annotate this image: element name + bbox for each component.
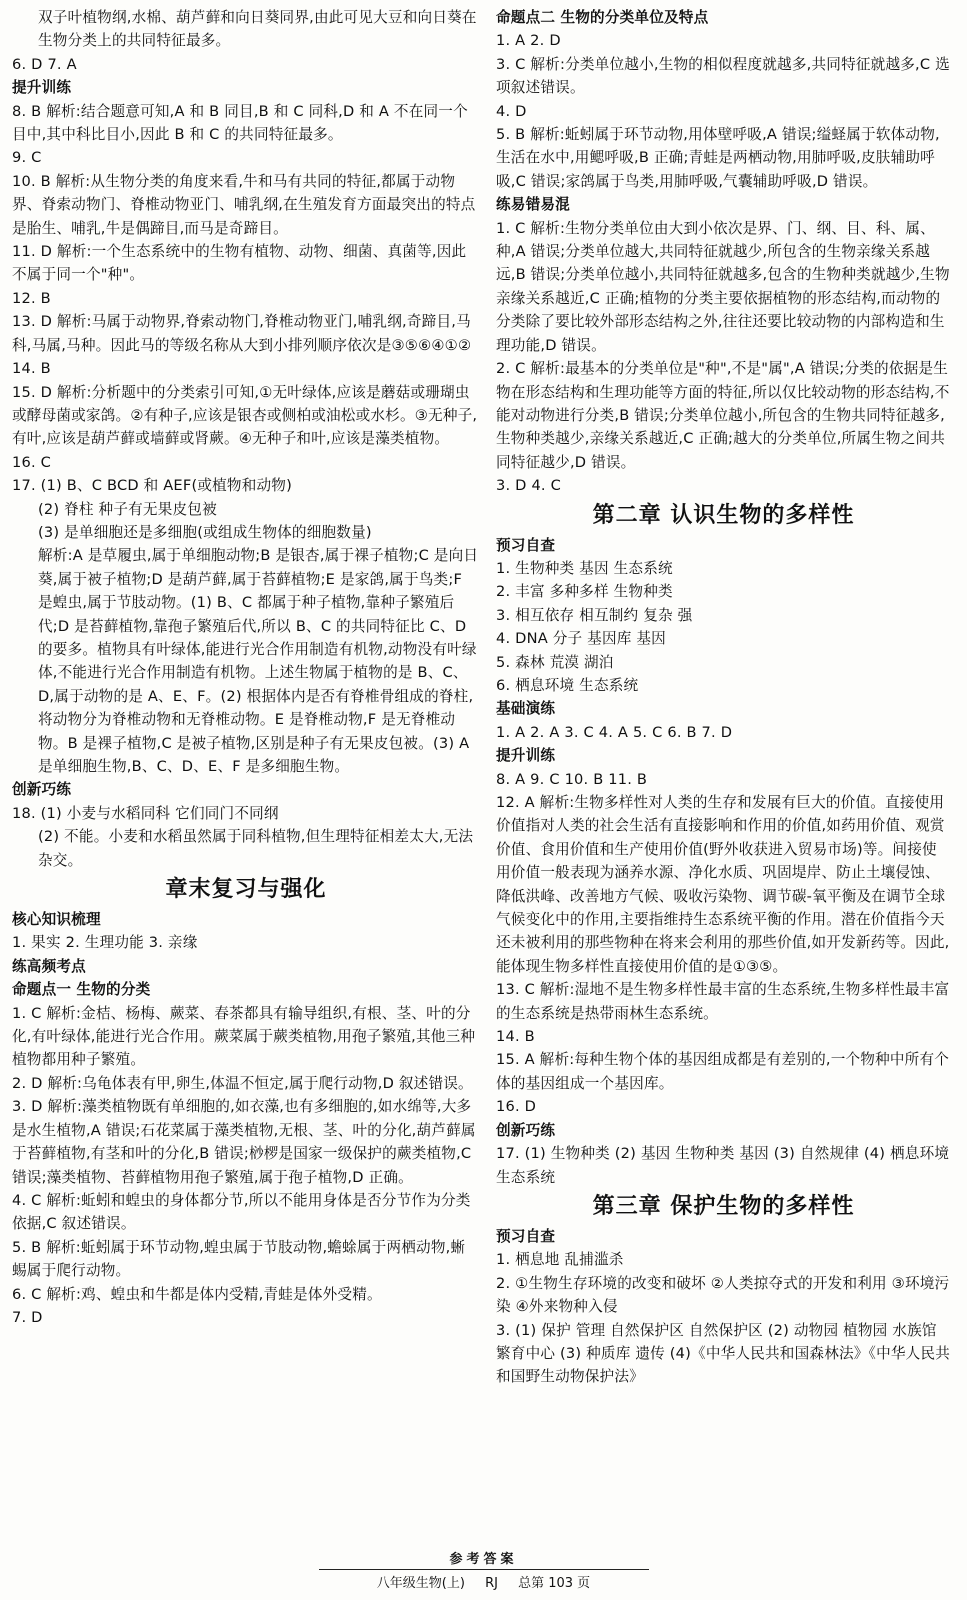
answer-line: 5. B 解析:蚯蚓属于环节动物,蝗虫属于节肢动物,蟾蜍属于两栖动物,蜥蜴属于爬行动物。 — [12, 1238, 466, 1280]
answer-line: 15. A 解析:每种生物个体的基因组成都是有差别的,一个物种中所有个体的基因组成一个基因库。 — [496, 1051, 950, 1092]
section-heading: 提升训练 — [12, 79, 72, 97]
answer-line: 10. B 解析:从生物分类的角度来看,牛和马有共同的特征,都属于动物界、脊索动物门、脊椎动物亚门、哺乳纲,在生殖发育方面最突出的特点是胎生、哺乳,牛是偶蹄目,而马是奇蹄目。 — [12, 172, 476, 237]
answer-line: 4. DNA 分子 基因库 基因 — [496, 630, 666, 648]
footer-subject: 八年级生物(上) — [376, 1576, 465, 1591]
answer-line: 17. (1) B、C BCD 和 AEF(或植物和动物) — [12, 477, 292, 495]
section-heading: 命题点二 生物的分类单位及特点 — [496, 9, 709, 26]
answer-line: 13. D 解析:马属于动物界,脊索动物门,脊椎动物亚门,哺乳纲,奇蹄目,马科,马属,马种。因此马的等级名称从大到小排列顺序依次是③⑤⑥④①② — [12, 313, 472, 354]
left-column — [12, 6, 480, 1329]
footer-rule — [319, 1569, 649, 1570]
chapter-title: 第二章 认识生物的多样性 — [592, 502, 855, 528]
answer-line: 3. C 解析:分类单位越小,生物的相似程度就越多,共同特征就越多,C 选项叙述错误。 — [496, 55, 950, 97]
answer-line: 16. D — [496, 1098, 537, 1116]
answer-line: 9. C — [12, 149, 42, 167]
section-heading: 创新巧练 — [496, 1121, 556, 1139]
footer-title: 参考答案 — [449, 1552, 518, 1567]
answer-line: 2. 丰富 多种多样 生物种类 — [496, 583, 673, 601]
answer-line: 1. 生物种类 基因 生态系统 — [496, 559, 673, 577]
answer-line: 3. D 4. C — [496, 477, 561, 495]
section-heading: 预习自查 — [496, 1227, 556, 1245]
answer-line: 1. A 2. D — [496, 32, 561, 50]
footer-info — [0, 1572, 967, 1591]
answer-line: 2. ①生物生存环境的改变和破坏 ②人类掠夺式的开发和利用 ③环境污染 ④外来物种入侵 — [496, 1274, 950, 1316]
answer-line: 4. C 解析:蚯蚓和蝗虫的身体都分节,所以不能用身体是否分节作为分类依据,C 叙述错误。 — [12, 1191, 471, 1233]
answer-line: 3. D 解析:藻类植物既有单细胞的,如衣藻,也有多细胞的,如水绵等,大多是水生植物,A 错误;石花菜属于藻类植物,无根、茎、叶的分化,葫芦藓属于苔藓植物,有茎和叶的分化,B 错误;桫椤是国家一级保护的蕨类植物,C 错误;藻类植物、苔藓植物用孢子繁殖,属于孢子植物,D 正确。 — [12, 1098, 476, 1186]
answer-line: 16. C — [12, 453, 52, 471]
section-heading: 练易错易混 — [496, 196, 570, 214]
answer-line: (3) 是单细胞还是多细胞(或组成生物体的细胞数量) — [38, 523, 372, 541]
answer-line: 12. A 解析:生物多样性对人类的生存和发展有巨大的价值。直接使用价值指对人类的社会生活有直接影响和作用的价值,如药用价值、观赏价值、食用价值和生产使用价值(野外收获进入贸易市场)等。间接使用价值一般表现为涵养水源、净化水质、巩固堤岸、防止土壤侵蚀、降低洪峰、改善地方气候、吸收污染物、调节碳-氧平衡及在调节全球气候变化中的作用,主要指维持生态系统平衡的作用。潜在价值指今天还未被利用的那些物种在将来会利用的那些价值,如开发新药等。因此,能体现生物多样性直接使用价值的是①③⑤。 — [496, 794, 950, 975]
page-footer — [0, 1548, 967, 1591]
answer-line: 15. D 解析:分析题中的分类索引可知,①无叶绿体,应该是蘑菇或珊瑚虫或酵母菌或家鸽。②有种子,应该是银杏或侧柏或油松或水杉。③无种子,有叶,应该是葫芦藓或墙藓或肾蕨。④无种子和叶,应该是藻类植物。 — [12, 383, 478, 448]
answer-line: 1. 栖息地 乱捕滥杀 — [496, 1251, 624, 1269]
section-heading: 命题点一 生物的分类 — [12, 981, 151, 999]
answer-line: 5. B 解析:蚯蚓属于环节动物,用体壁呼吸,A 错误;缢蛏属于软体动物,生活在水中,用鳃呼吸,B 正确;青蛙是两栖动物,用肺呼吸,皮肤辅助呼吸,C 错误;家鸽属于鸟类,用肺呼吸,气囊辅助呼吸,D 错误。 — [496, 126, 940, 190]
right-column — [496, 6, 951, 1389]
answer-line: 6. 栖息环境 生态系统 — [496, 676, 639, 694]
answer-line: 18. (1) 小麦与水稻同科 它们同门不同纲 — [12, 804, 279, 822]
answer-line: 双子叶植物纲,水棉、葫芦藓和向日葵同界,由此可见大豆和向日葵在生物分类上的共同特征最多。 — [38, 9, 477, 50]
answer-line: 2. D 解析:乌龟体表有甲,卵生,体温不恒定,属于爬行动物,D 叙述错误。 — [12, 1074, 473, 1092]
answer-line: 17. (1) 生物种类 (2) 基因 生物种类 基因 (3) 自然规律 (4) 栖息环境 生态系统 — [496, 1145, 950, 1186]
answer-line: 1. C 解析:金桔、杨梅、蕨菜、春茶都具有输导组织,有根、茎、叶的分化,有叶绿体,能进行光合作用。蕨菜属于蕨类植物,用孢子繁殖,其他三种植物都用种子繁殖。 — [12, 1004, 476, 1069]
section-heading: 练高频考点 — [12, 957, 86, 975]
section-heading: 预习自查 — [496, 536, 556, 554]
answer-line: 1. A 2. A 3. C 4. A 5. C 6. B 7. D — [496, 723, 733, 741]
answer-line: 6. D 7. A — [12, 55, 77, 73]
answer-line: 5. 森林 荒漠 湖泊 — [496, 653, 614, 671]
answer-line: 3. (1) 保护 管理 自然保护区 自然保护区 (2) 动物园 植物园 水族馆 繁育中心 (3) 种质库 遗传 (4)《中华人民共和国森林法》《中华人民共和国野生动物保护法》 — [496, 1321, 951, 1386]
answer-line: 11. D 解析:一个生态系统中的生物有植物、动物、细菌、真菌等,因此不属于同一个"种"。 — [12, 243, 467, 284]
section-heading: 基础演练 — [496, 700, 556, 718]
answer-line: 14. B — [496, 1028, 535, 1046]
answer-line: 解析:A 是草履虫,属于单细胞动物;B 是银杏,属于裸子植物;C 是向日葵,属于被子植物;D 是葫芦藓,属于苔藓植物;E 是家鸽,属于鸟类;F 是蝗虫,属于节肢动物。(1) B、C 都属于种子植物,靠种子繁殖后代;D 是苔藓植物,靠孢子繁殖后代,所以 B、C 的共同特征比 C、D 的要多。植物具有叶绿体,能进行光合作用制造有机物,动物没有叶绿体,不能进行光合作用制造有机物。上述生物属于植物的是 B、C、D,属于动物的是 A、E、F。(2) 根据体内是否有脊椎骨组成的脊柱,将动物分为脊椎动物和无脊椎动物。E 是脊椎动物,F 是无脊椎动物。B 是裸子植物,C 是被子植物,区别是种子有无果皮包被。(3) A 是单细胞生物,B、C、D、E、F 是多细胞生物。 — [38, 547, 479, 775]
answer-line: (2) 脊柱 种子有无果皮包被 — [38, 500, 217, 518]
footer-edition: RJ — [485, 1576, 498, 1591]
answer-line: 4. D — [496, 102, 527, 120]
footer-page: 总第 103 页 — [518, 1576, 591, 1591]
answer-line: 1. 果实 2. 生理功能 3. 亲缘 — [12, 934, 198, 952]
chapter-title: 第三章 保护生物的多样性 — [592, 1193, 855, 1219]
answer-line: 12. B — [12, 289, 51, 307]
answer-line: 3. 相互依存 相互制约 复杂 强 — [496, 606, 693, 624]
section-heading: 创新巧练 — [12, 781, 72, 799]
answer-line: 14. B — [12, 360, 51, 378]
answer-line: (2) 不能。小麦和水稻虽然属于同科植物,但生理特征相差太大,无法杂交。 — [38, 828, 474, 869]
answer-line: 1. C 解析:生物分类单位由大到小依次是界、门、纲、目、科、属、种,A 错误;分类单位越大,共同特征就越少,所包含的生物亲缘关系越远,B 错误;分类单位越小,共同特征就越多,包含的生物种类就越少,生物亲缘关系越近,C 正确;植物的分类主要依据植物的形态结构,而动物的分类除了要比较外部形态结构之外,往往还要比较动物的内部构造和生理功能,D 错误。 — [496, 219, 950, 354]
answer-line: 6. C 解析:鸡、蝗虫和牛都是体内受精,青蛙是体外受精。 — [12, 1285, 382, 1303]
answer-line: 8. B 解析:结合题意可知,A 和 B 同目,B 和 C 同科,D 和 A 不在同一个目中,其中科比目小,因此 B 和 C 的共同特征最多。 — [12, 102, 468, 144]
answer-line: 8. A 9. C 10. B 11. B — [496, 770, 648, 788]
section-heading: 提升训练 — [496, 747, 556, 765]
answer-line: 7. D — [12, 1308, 43, 1326]
section-heading: 核心知识梳理 — [12, 911, 101, 929]
answer-line: 13. C 解析:湿地不是生物多样性最丰富的生态系统,生物多样性最丰富的生态系统是热带雨林生态系统。 — [496, 981, 950, 1022]
answer-line: 2. C 解析:最基本的分类单位是"种",不是"属",A 错误;分类的依据是生物在形态结构和生理功能等方面的特征,所以仅比较动物的形态结构,不能对动物进行分类,B 错误;分类单位越小,所包含的生物共同特征越多,生物种类越少,亲缘关系越近,C 正确;越大的分类单位,所属生物之间共同特征越少,D 错误。 — [496, 360, 950, 471]
chapter-title: 章末复习与强化 — [165, 877, 327, 903]
